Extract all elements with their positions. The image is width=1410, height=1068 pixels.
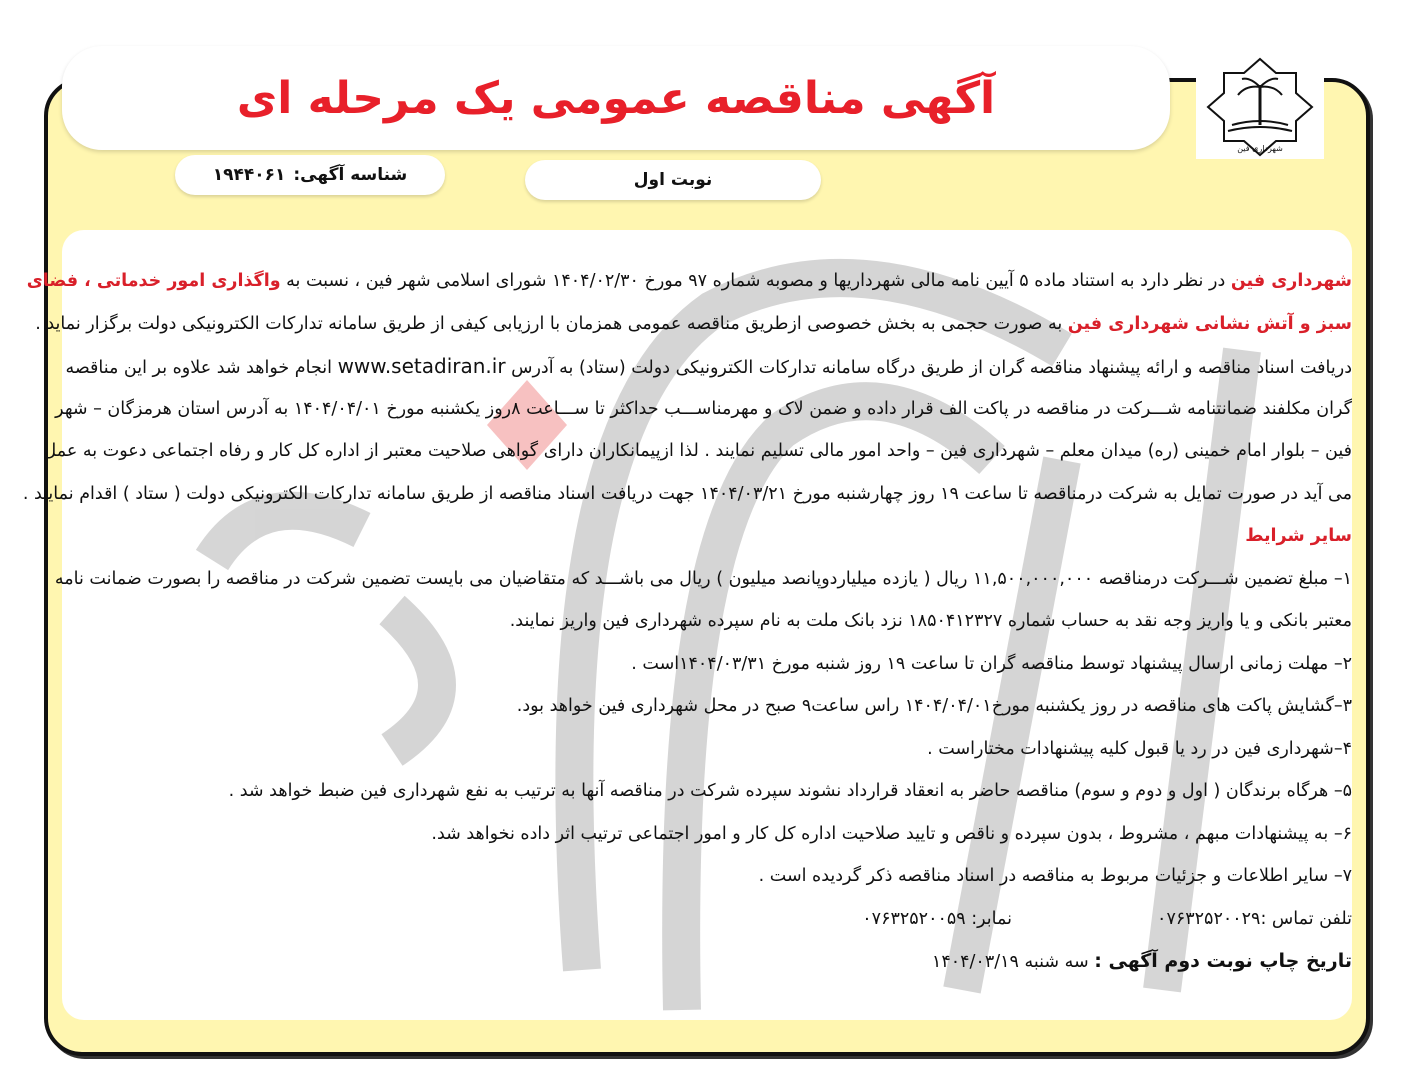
intro-line: گران مکلفند ضمانتنامه شـــرکت در مناقصه در پاکت الف قرار داده و ضمن لاک و مهرمناســـب حداکثر تا ســـاعت ۸روز یکشنبه مورخ ۱۴۰۴/۰۴/۰۱ به آدرس استان هرمزگان – شهر [55, 398, 1352, 419]
setadiran-link[interactable]: www.setadiran.ir [337, 354, 506, 378]
body-text: دریافت اسناد مناقصه و ارائه پیشنهاد مناقصه گران از طریق درگاه سامانه تدارکات الکترونیکی دولت (ستاد) به آدرس [505, 358, 1352, 378]
palm-emblem-icon [1196, 55, 1324, 159]
print-date-line [74, 940, 1352, 983]
title-banner [62, 46, 1170, 150]
condition-item: ۶– به پیشنهادات مبهم ، مشروط ، بدون سپرده و ناقص و تایید صلاحیت اداره کل کار و امور اجتماعی ترتیب اثر داده نخواهد شد. [431, 823, 1352, 844]
highlight-text: واگذاری امور خدماتی ، فضای [26, 271, 281, 291]
highlight-text: شهرداری فین [1230, 271, 1352, 291]
print-date-value: سه شنبه ۱۴۰۴/۰۳/۱۹ [931, 952, 1095, 972]
ad-id-value: ۱۹۴۴۰۶۱ [212, 165, 286, 185]
body-text: انجام خواهد شد علاوه بر این مناقصه [65, 358, 338, 378]
condition-item: ۷– سایر اطلاعات و جزئیات مربوط به مناقصه در اسناد مناقصه ذکر گردیده است . [758, 866, 1352, 886]
condition-item: معتبر بانکی و یا واریز وجه نقد به حساب شماره ۱۸۵۰۴۱۲۳۲۷ نزد بانک ملت به نام سپرده شهرداری فین واریز نمایند. [509, 611, 1352, 631]
divider [1172, 78, 1196, 82]
intro-line [26, 260, 1352, 303]
intro-line [35, 303, 1352, 346]
page-title: آگهی مناقصه عمومی یک مرحله ای [236, 72, 996, 124]
body-text: در نظر دارد به استناد ماده ۵ آیین نامه مالی شهرداریها و مصوبه شماره ۹۷ مورخ ۱۴۰۴/۰۲/۳۰ شورای اسلامی شهر فین ، نسبت به [280, 271, 1231, 291]
municipality-logo [1196, 55, 1324, 159]
phone-number: تلفن تماس :۰۷۶۳۲۵۲۰۰۲۹ [1157, 908, 1352, 929]
body-text: به صورت حجمی به بخش خصوصی ازطریق مناقصه عمومی همزمان با ارزیابی کیفی از طریق سامانه تدارکات الکترونیکی دولت برگزار نماید . [35, 313, 1068, 334]
ad-id-badge [175, 155, 445, 195]
condition-item: ۴–شهرداری فین در رد یا قبول کلیه پیشنهادات مختاراست . [927, 738, 1352, 759]
intro-line: می آید در صورت تمایل به شرکت درمناقصه تا ساعت ۱۹ روز چهارشنبه مورخ ۱۴۰۴/۰۳/۲۱ جهت دریافت اسناد مناقصه از طریق سامانه تدارکات الکترونیکی دولت ( ستاد ) اقدام نمایند . [22, 483, 1352, 504]
intro-line [65, 345, 1352, 388]
highlight-text: سبز و آتش نشانی شهرداری فین [1067, 313, 1352, 334]
ad-body [22, 230, 1352, 1020]
print-date-label: تاریخ چاپ نوبت دوم آگهی : [1094, 950, 1352, 972]
svg-text:شهرداری فین: شهرداری فین [1237, 144, 1283, 153]
condition-item: ۲– مهلت زمانی ارسال پیشنهاد توسط مناقصه گران تا ساعت ۱۹ روز شنبه مورخ ۱۴۰۴/۰۳/۳۱است . [631, 653, 1352, 674]
contact-line [74, 898, 1352, 941]
fax-number: نمابر: ۰۷۶۳۲۵۲۰۰۵۹ [862, 908, 1012, 929]
intro-line: فین – بلوار امام خمینی (ره) میدان معلم – شهرداری فین – واحد امور مالی تسلیم نمایند . لذا ازپیمانکاران دارای گواهی صلاحیت معتبر از اداره کل کار و رفاه اجتماعی دعوت به عمل [43, 441, 1352, 461]
round-badge [525, 160, 821, 200]
round-label: نوبت اول [633, 170, 713, 190]
condition-item: ۵– هرگاه برندگان ( اول و دوم و سوم) مناقصه حاضر به انعقاد قرارداد نشوند سپرده شرکت در مناقصه آنها به ترتیب به نفع شهرداری فین ضبط خواهد شد . [228, 781, 1352, 801]
conditions-heading: سایر شرایط [1245, 526, 1352, 546]
condition-item: ۳–گشایش پاکت های مناقصه در روز یکشنبه مورخ۱۴۰۴/۰۴/۰۱ راس ساعت۹ صبح در محل شهرداری فین خواهد بود. [516, 696, 1352, 716]
ad-text [22, 260, 1352, 983]
ad-id-label: شناسه آگهی: [293, 165, 408, 185]
condition-item: ۱– مبلغ تضمین شـــرکت درمناقصه ۱۱,۵۰۰,۰۰۰,۰۰۰ ریال ( یازده میلیاردوپانصد میلیون ) ریال می باشـــد که متقاضیان می بایست تضمین شرکت در مناقصه را بصورت ضمانت نامه [54, 568, 1352, 589]
